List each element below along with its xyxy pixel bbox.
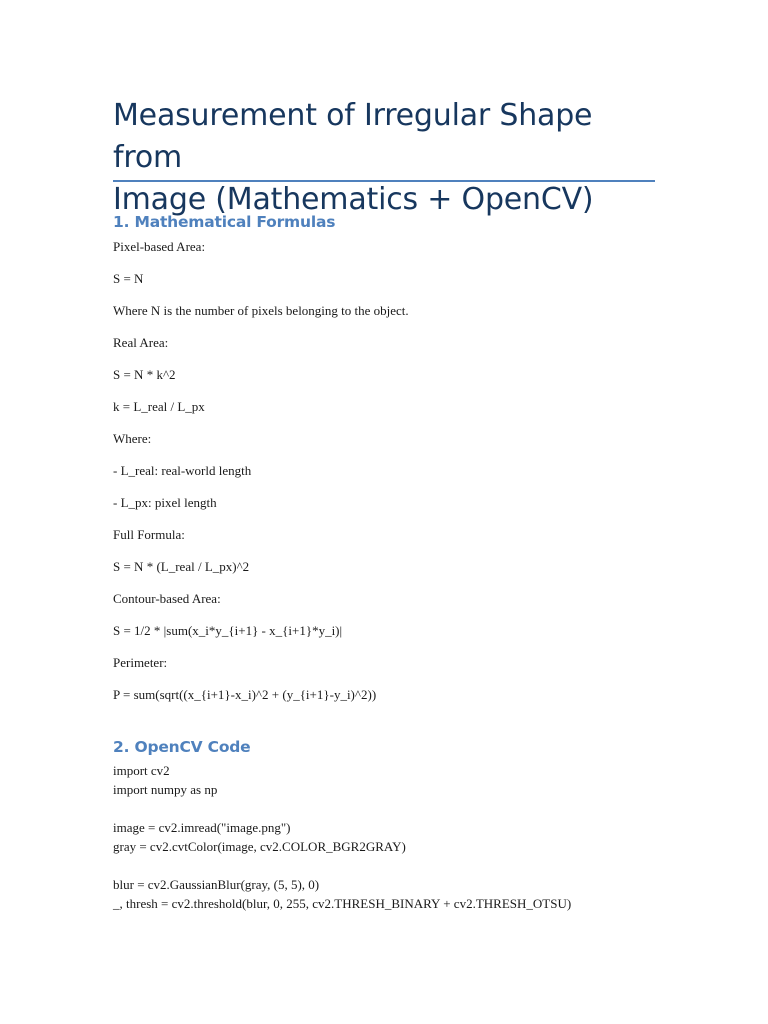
paragraph: P = sum(sqrt((x_{i+1}-x_i)^2 + (y_{i+1}-y_i)^2))	[113, 687, 377, 702]
paragraph: k = L_real / L_px	[113, 399, 205, 414]
code-line: import numpy as np	[113, 782, 218, 797]
code-line: gray = cv2.cvtColor(image, cv2.COLOR_BGR2GRAY)	[113, 839, 406, 854]
paragraph: S = N * (L_real / L_px)^2	[113, 559, 250, 574]
code-line: image = cv2.imread("image.png")	[113, 820, 291, 835]
paragraph: Where:	[113, 431, 152, 446]
paragraph: S = N	[113, 271, 144, 286]
paragraph: Contour-based Area:	[113, 591, 221, 606]
title-underline	[113, 180, 655, 182]
paragraph: Full Formula:	[113, 527, 185, 542]
title-line-1: Measurement of Irregular Shape from	[113, 98, 593, 175]
code-line: _, thresh = cv2.threshold(blur, 0, 255, cv2.THRESH_BINARY + cv2.THRESH_OTSU)	[113, 896, 572, 911]
paragraph: - L_real: real-world length	[113, 463, 252, 478]
section-heading-opencv: 2. OpenCV Code	[113, 738, 251, 756]
document-title	[113, 95, 655, 221]
paragraph: Where N is the number of pixels belonging to the object.	[113, 303, 409, 318]
paragraph: Real Area:	[113, 335, 169, 350]
paragraph: S = 1/2 * |sum(x_i*y_{i+1} - x_{i+1}*y_i)|	[113, 623, 343, 638]
title-line-2: Image (Mathematics + OpenCV)	[113, 182, 594, 217]
paragraph: - L_px: pixel length	[113, 495, 217, 510]
code-line: import cv2	[113, 763, 170, 778]
paragraph: Pixel-based Area:	[113, 239, 206, 254]
paragraph: S = N * k^2	[113, 367, 176, 382]
code-line: blur = cv2.GaussianBlur(gray, (5, 5), 0)	[113, 877, 320, 892]
paragraph: Perimeter:	[113, 655, 168, 670]
section-heading-formulas: 1. Mathematical Formulas	[113, 213, 336, 231]
